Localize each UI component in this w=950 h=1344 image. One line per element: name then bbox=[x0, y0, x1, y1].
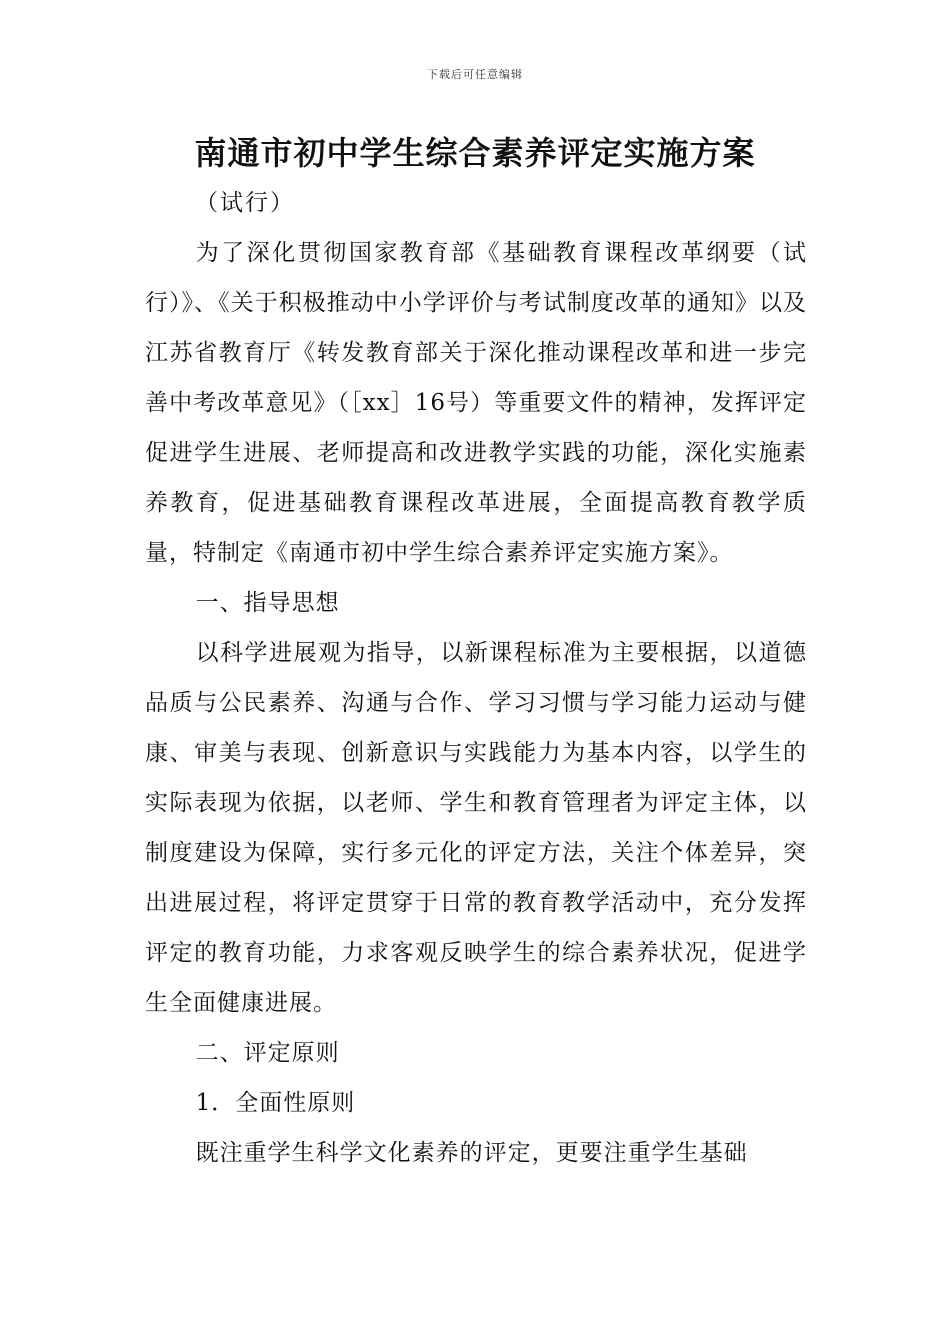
comprehensiveness-paragraph: 既注重学生科学文化素养的评定，更要注重学生基础 bbox=[195, 1140, 748, 1166]
section-heading-guiding-thought: 一、指导思想 bbox=[195, 590, 340, 616]
section-heading-principles: 二、评定原则 bbox=[195, 1040, 340, 1066]
document-body bbox=[145, 228, 807, 1178]
intro-paragraph: 为了深化贯彻国家教育部《基础教育课程改革纲要（试行）》、《关于积极推动中小学评价与考试制度改革的通知》以及江苏省教育厅《转发教育部关于深化推动课程改革和进一步完善中考改革意见》（［xx］16号）等重要文件的精神，发挥评定促进学生进展、老师提高和改进教学实践的功能，深化实施素养教育，促进基础教育课程改革进展，全面提高教育教学质量，特制定《南通市初中学生综合素养评定实施方案》。 bbox=[145, 240, 807, 566]
document-subtitle: （试行） bbox=[195, 190, 295, 216]
guiding-thought-paragraph: 以科学进展观为指导，以新课程标准为主要根据，以道德品质与公民素养、沟通与合作、学习习惯与学习能力运动与健康、审美与表现、创新意识与实践能力为基本内容，以学生的实际表现为依据，以老师、学生和教育管理者为评定主体，以制度建设为保障，实行多元化的评定方法，关注个体差异，突出进展过程，将评定贯穿于日常的教育教学活动中，充分发挥评定的教育功能，力求客观反映学生的综合素养状况，促进学生全面健康进展。 bbox=[145, 640, 807, 1016]
header-note: 下载后可任意编辑 bbox=[427, 68, 523, 81]
document-title: 南通市初中学生综合素养评定实施方案 bbox=[194, 134, 756, 172]
subheading-comprehensiveness: 1．全面性原则 bbox=[195, 1090, 356, 1116]
